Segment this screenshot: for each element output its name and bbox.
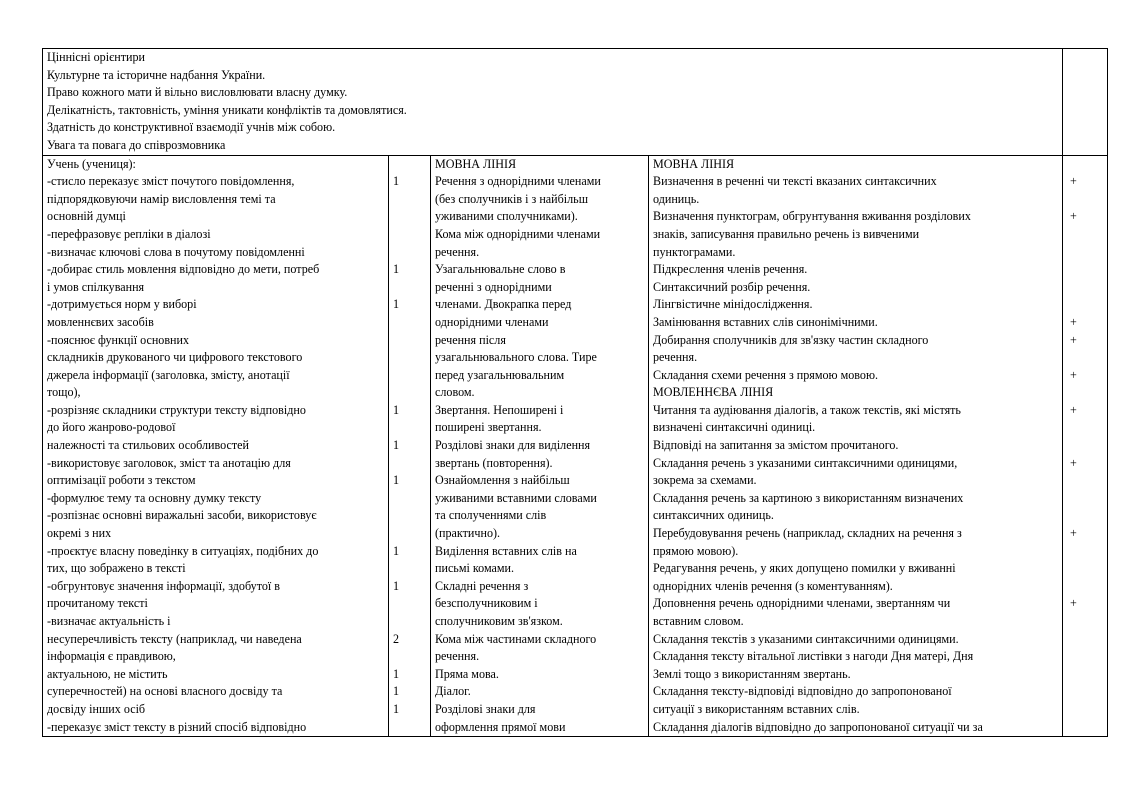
hours-value <box>393 455 426 473</box>
topic-line: безсполучниковим і <box>435 596 538 611</box>
topic-line: Узагальнювальне слово в <box>435 262 566 277</box>
hours-value <box>393 279 426 297</box>
activity-line: Замінювання вставних слів синонімічними. <box>653 314 878 329</box>
topic-line: Речення з однорідними членами <box>435 174 601 189</box>
hours-value <box>393 156 426 174</box>
topic-line: Ознайомлення з найбільш <box>435 473 570 488</box>
mark-plus: + <box>1070 455 1077 470</box>
value-item: Право кожного мати й вільно висловлювати власну думку. <box>47 85 348 100</box>
outcome-line: належності та стильових особливостей <box>47 438 249 453</box>
outcome-line: -визначає актуальність і <box>47 614 171 628</box>
topic-line: словом. <box>435 385 475 400</box>
activity-line: одиниць. <box>653 191 700 206</box>
outcome-line: мовленнєвих засобів <box>47 314 154 329</box>
mark-plus <box>1067 701 1103 719</box>
values-cell <box>43 49 1063 156</box>
mark-plus: + <box>1070 209 1077 224</box>
program-table <box>42 48 1108 737</box>
outcome-line: -формулює тему та основну думку тексту <box>47 490 262 505</box>
hours-value <box>393 332 426 350</box>
hours-value <box>393 648 426 666</box>
mark-plus <box>1067 279 1103 297</box>
hours-value: 1 <box>393 262 400 277</box>
outcome-line: прочитаному тексті <box>47 596 148 611</box>
activity-line: пунктограмами. <box>653 244 736 259</box>
outcome-line: до його жанрово-родової <box>47 420 176 435</box>
topic-line: Діалог. <box>435 684 471 699</box>
mark-plus: + <box>1070 402 1077 417</box>
topic-line: МОВНА ЛІНІЯ <box>435 156 517 171</box>
hours-value: 2 <box>393 631 400 646</box>
outcome-line: -добирає стиль мовлення відповідно до мети, потреб <box>47 262 320 277</box>
value-item: Культурне та історичне надбання України. <box>47 67 266 82</box>
hours-value: 1 <box>393 578 400 593</box>
hours-value: 1 <box>393 438 400 453</box>
outcome-line: актуальною, не містить <box>47 666 168 681</box>
mark-plus: + <box>1070 526 1077 541</box>
mark-plus <box>1067 226 1103 244</box>
outcome-line: -використовує заголовок, зміст та анотацію для <box>47 455 291 470</box>
topic-line: Складні речення з <box>435 578 529 593</box>
mark-plus <box>1067 296 1103 314</box>
outcome-line: суперечностей) на основі власного досвіду та <box>47 684 283 699</box>
activity-line: Складання речень з указаними синтаксичними одиницями, <box>653 455 958 470</box>
topic-line: однорідними членами <box>435 314 549 329</box>
activity-line: Складання текстів з указаними синтаксичними одиницями. <box>653 631 959 646</box>
content-row <box>43 155 1108 737</box>
outcome-line: несуперечливість тексту (наприклад, чи наведена <box>47 631 302 646</box>
outcome-line: -розрізняє складники структури тексту відповідно <box>47 402 306 417</box>
topic-line: Розділові знаки для виділення <box>435 438 591 453</box>
topic-line: узагальнювального слова. Тире <box>435 350 597 365</box>
activity-line: однорідних членів речення (з коментуванням). <box>653 578 893 593</box>
mark-plus: + <box>1070 314 1077 329</box>
activity-line: Складання речень за картиною з використанням визначених <box>653 490 964 505</box>
topic-line: Звертання. Непоширені і <box>435 402 564 417</box>
outcome-line: -стисло переказує зміст почутого повідомлення, <box>47 174 295 189</box>
activity-line: МОВНА ЛІНІЯ <box>653 156 735 171</box>
value-item: Здатність до конструктивної взаємодії учнів між собою. <box>47 120 336 135</box>
mark-plus <box>1067 419 1103 437</box>
outcome-line: підпорядковуючи намір висловлення темі та <box>47 191 276 206</box>
mark-plus <box>1067 191 1103 209</box>
mark-plus <box>1067 613 1103 631</box>
activity-line: Визначення в реченні чи тексті вказаних синтаксичних <box>653 174 937 189</box>
topic-line: речення. <box>435 244 480 259</box>
topic-line: речення. <box>435 649 480 664</box>
hours-value: 1 <box>393 402 400 417</box>
mark-plus <box>1067 507 1103 525</box>
activity-line: Синтаксичний розбір речення. <box>653 279 811 294</box>
topic-line: Пряма мова. <box>435 666 499 681</box>
topic-line: Розділові знаки для <box>435 701 536 716</box>
hours-value <box>393 244 426 262</box>
outcomes-column <box>43 155 389 737</box>
activity-line: Читання та аудіювання діалогів, а також текстів, які містять <box>653 402 961 417</box>
topic-line: уживаними сполучниками). <box>435 209 578 224</box>
activity-line: Землі тощо з використанням звертань. <box>653 666 851 681</box>
topic-line: сполучниковим зв'язком. <box>435 614 563 628</box>
mark-plus <box>1067 578 1103 596</box>
activity-line: знаків, записування правильно речень із вивченими <box>653 226 920 241</box>
hours-value <box>393 490 426 508</box>
outcome-line: і умов спілкування <box>47 279 145 294</box>
mark-plus <box>1067 543 1103 561</box>
marks-column <box>1063 155 1108 737</box>
mark-plus <box>1067 683 1103 701</box>
values-list <box>47 67 1058 155</box>
hours-value: 1 <box>393 297 400 312</box>
topic-line: (без сполучників і з найбільш <box>435 191 589 206</box>
hours-value: 1 <box>393 174 400 189</box>
outcome-line: -дотримується норм у виборі <box>47 297 197 312</box>
hours-value <box>393 191 426 209</box>
activities-column <box>649 155 1063 737</box>
mark-plus <box>1067 384 1103 402</box>
topic-line: та сполученнями слів <box>435 508 547 523</box>
hours-value <box>393 419 426 437</box>
value-item: Увага та повага до співрозмовника <box>47 137 226 152</box>
outcome-line: -розпізнає основні виражальні засоби, використовує <box>47 508 317 523</box>
topic-line: Кома між частинами складного <box>435 631 597 646</box>
mark-plus <box>1067 631 1103 649</box>
outcome-line: інформація є правдивою, <box>47 649 176 664</box>
topics-column <box>431 155 649 737</box>
activity-line: визначені синтаксичні одиниці. <box>653 420 816 435</box>
mark-plus: + <box>1070 174 1077 189</box>
mark-plus <box>1067 666 1103 684</box>
activity-line: Складання тексту-відповіді відповідно до запропонованої <box>653 684 952 699</box>
mark-plus <box>1067 560 1103 578</box>
outcome-line: окремі з них <box>47 526 112 541</box>
activity-line: вставним словом. <box>653 614 744 628</box>
outcome-line: Учень (учениця): <box>47 156 136 171</box>
activity-line: Складання діалогів відповідно до запропонованої ситуації чи за <box>653 719 983 734</box>
outcome-line: тощо), <box>47 385 81 400</box>
outcome-line: джерела інформації (заголовка, змісту, анотації <box>47 367 290 382</box>
hours-value <box>393 208 426 226</box>
hours-value: 1 <box>393 666 400 681</box>
mark-plus <box>1067 244 1103 262</box>
outcome-line: -проєктує власну поведінку в ситуаціях, подібних до <box>47 543 319 558</box>
activity-line: Відповіді на запитання за змістом прочитаного. <box>653 438 899 453</box>
hours-value <box>393 226 426 244</box>
hours-value <box>393 349 426 367</box>
activity-line: Добирання сполучників для зв'язку частин складного <box>653 332 929 347</box>
hours-value <box>393 507 426 525</box>
mark-plus <box>1067 490 1103 508</box>
outcome-line: -переказує зміст тексту в різний спосіб відповідно <box>47 719 307 734</box>
hours-value: 1 <box>393 473 400 488</box>
mark-plus <box>1067 437 1103 455</box>
topic-line: членами. Двокрапка перед <box>435 297 572 312</box>
activity-line: Складання схеми речення з прямою мовою. <box>653 367 879 382</box>
hours-value: 1 <box>393 701 400 716</box>
activity-line: Лінгвістичне мінідослідження. <box>653 297 813 312</box>
activity-line: Перебудовування речень (наприклад, складних на речення з <box>653 526 962 541</box>
hours-value <box>393 314 426 332</box>
outcome-line: тих, що зображено в тексті <box>47 561 186 576</box>
mark-plus: + <box>1070 596 1077 611</box>
outcome-line: -пояснює функції основних <box>47 332 190 347</box>
activity-line: зокрема за схемами. <box>653 473 757 488</box>
outcome-line: основній думці <box>47 209 126 224</box>
values-row <box>43 49 1108 156</box>
activity-line: Визначення пунктограм, обгрунтування вживання розділових <box>653 209 971 224</box>
topic-line: (практично). <box>435 526 501 541</box>
outcome-line: досвіду інших осіб <box>47 701 146 716</box>
topic-line: письмі комами. <box>435 561 515 576</box>
hours-value: 1 <box>393 684 400 699</box>
mark-plus <box>1067 648 1103 666</box>
topic-line: перед узагальнювальним <box>435 367 565 382</box>
hours-value <box>393 560 426 578</box>
outcome-line: -перефразовує репліки в діалозі <box>47 226 211 241</box>
activity-line: синтаксичних одиниць. <box>653 508 774 523</box>
mark-plus: + <box>1070 367 1077 382</box>
topic-line: оформлення прямої мови <box>435 719 566 734</box>
hours-value: 1 <box>393 543 400 558</box>
values-empty-cell <box>1063 49 1108 156</box>
hours-value <box>393 367 426 385</box>
topic-line: речення після <box>435 332 506 347</box>
hours-value <box>393 613 426 631</box>
activity-line: Підкреслення членів речення. <box>653 262 808 277</box>
outcome-line: -обгрунтовує значення інформації, здобутої в <box>47 578 280 593</box>
hours-column <box>389 155 431 737</box>
values-heading: Ціннісні орієнтири <box>47 50 146 64</box>
hours-value <box>393 719 426 737</box>
activity-line: Редагування речень, у яких допущено помилки у вживанні <box>653 561 956 576</box>
mark-plus <box>1067 156 1103 174</box>
outcome-line: -визначає ключові слова в почутому повідомленні <box>47 244 305 259</box>
hours-value <box>393 525 426 543</box>
outcome-line: оптимізації роботи з текстом <box>47 473 196 488</box>
activity-line: МОВЛЕННЄВА ЛІНІЯ <box>653 385 774 400</box>
topic-line: поширені звертання. <box>435 420 542 435</box>
hours-value <box>393 384 426 402</box>
activity-line: Складання тексту вітальної листівки з нагоди Дня матері, Дня <box>653 649 974 664</box>
topic-line: реченні з однорідними <box>435 279 552 294</box>
activity-line: Доповнення речень однорідними членами, звертанням чи <box>653 596 951 611</box>
topic-line: Кома між однорідними членами <box>435 226 601 241</box>
activity-line: ситуації з використанням вставних слів. <box>653 701 860 716</box>
activity-line: речення. <box>653 350 698 365</box>
mark-plus <box>1067 719 1103 737</box>
topic-line: Виділення вставних слів на <box>435 543 577 558</box>
program-table-page <box>42 48 1108 737</box>
topic-line: уживаними вставними словами <box>435 490 597 505</box>
hours-value <box>393 595 426 613</box>
mark-plus: + <box>1070 332 1077 347</box>
value-item: Делікатність, тактовність, уміння уникати конфліктів та домовлятися. <box>47 102 407 117</box>
mark-plus <box>1067 261 1103 279</box>
activity-line: прямою мовою). <box>653 543 739 558</box>
mark-plus <box>1067 472 1103 490</box>
topic-line: звертань (повторення). <box>435 455 553 470</box>
mark-plus <box>1067 349 1103 367</box>
outcome-line: складників друкованого чи цифрового текстового <box>47 350 303 365</box>
